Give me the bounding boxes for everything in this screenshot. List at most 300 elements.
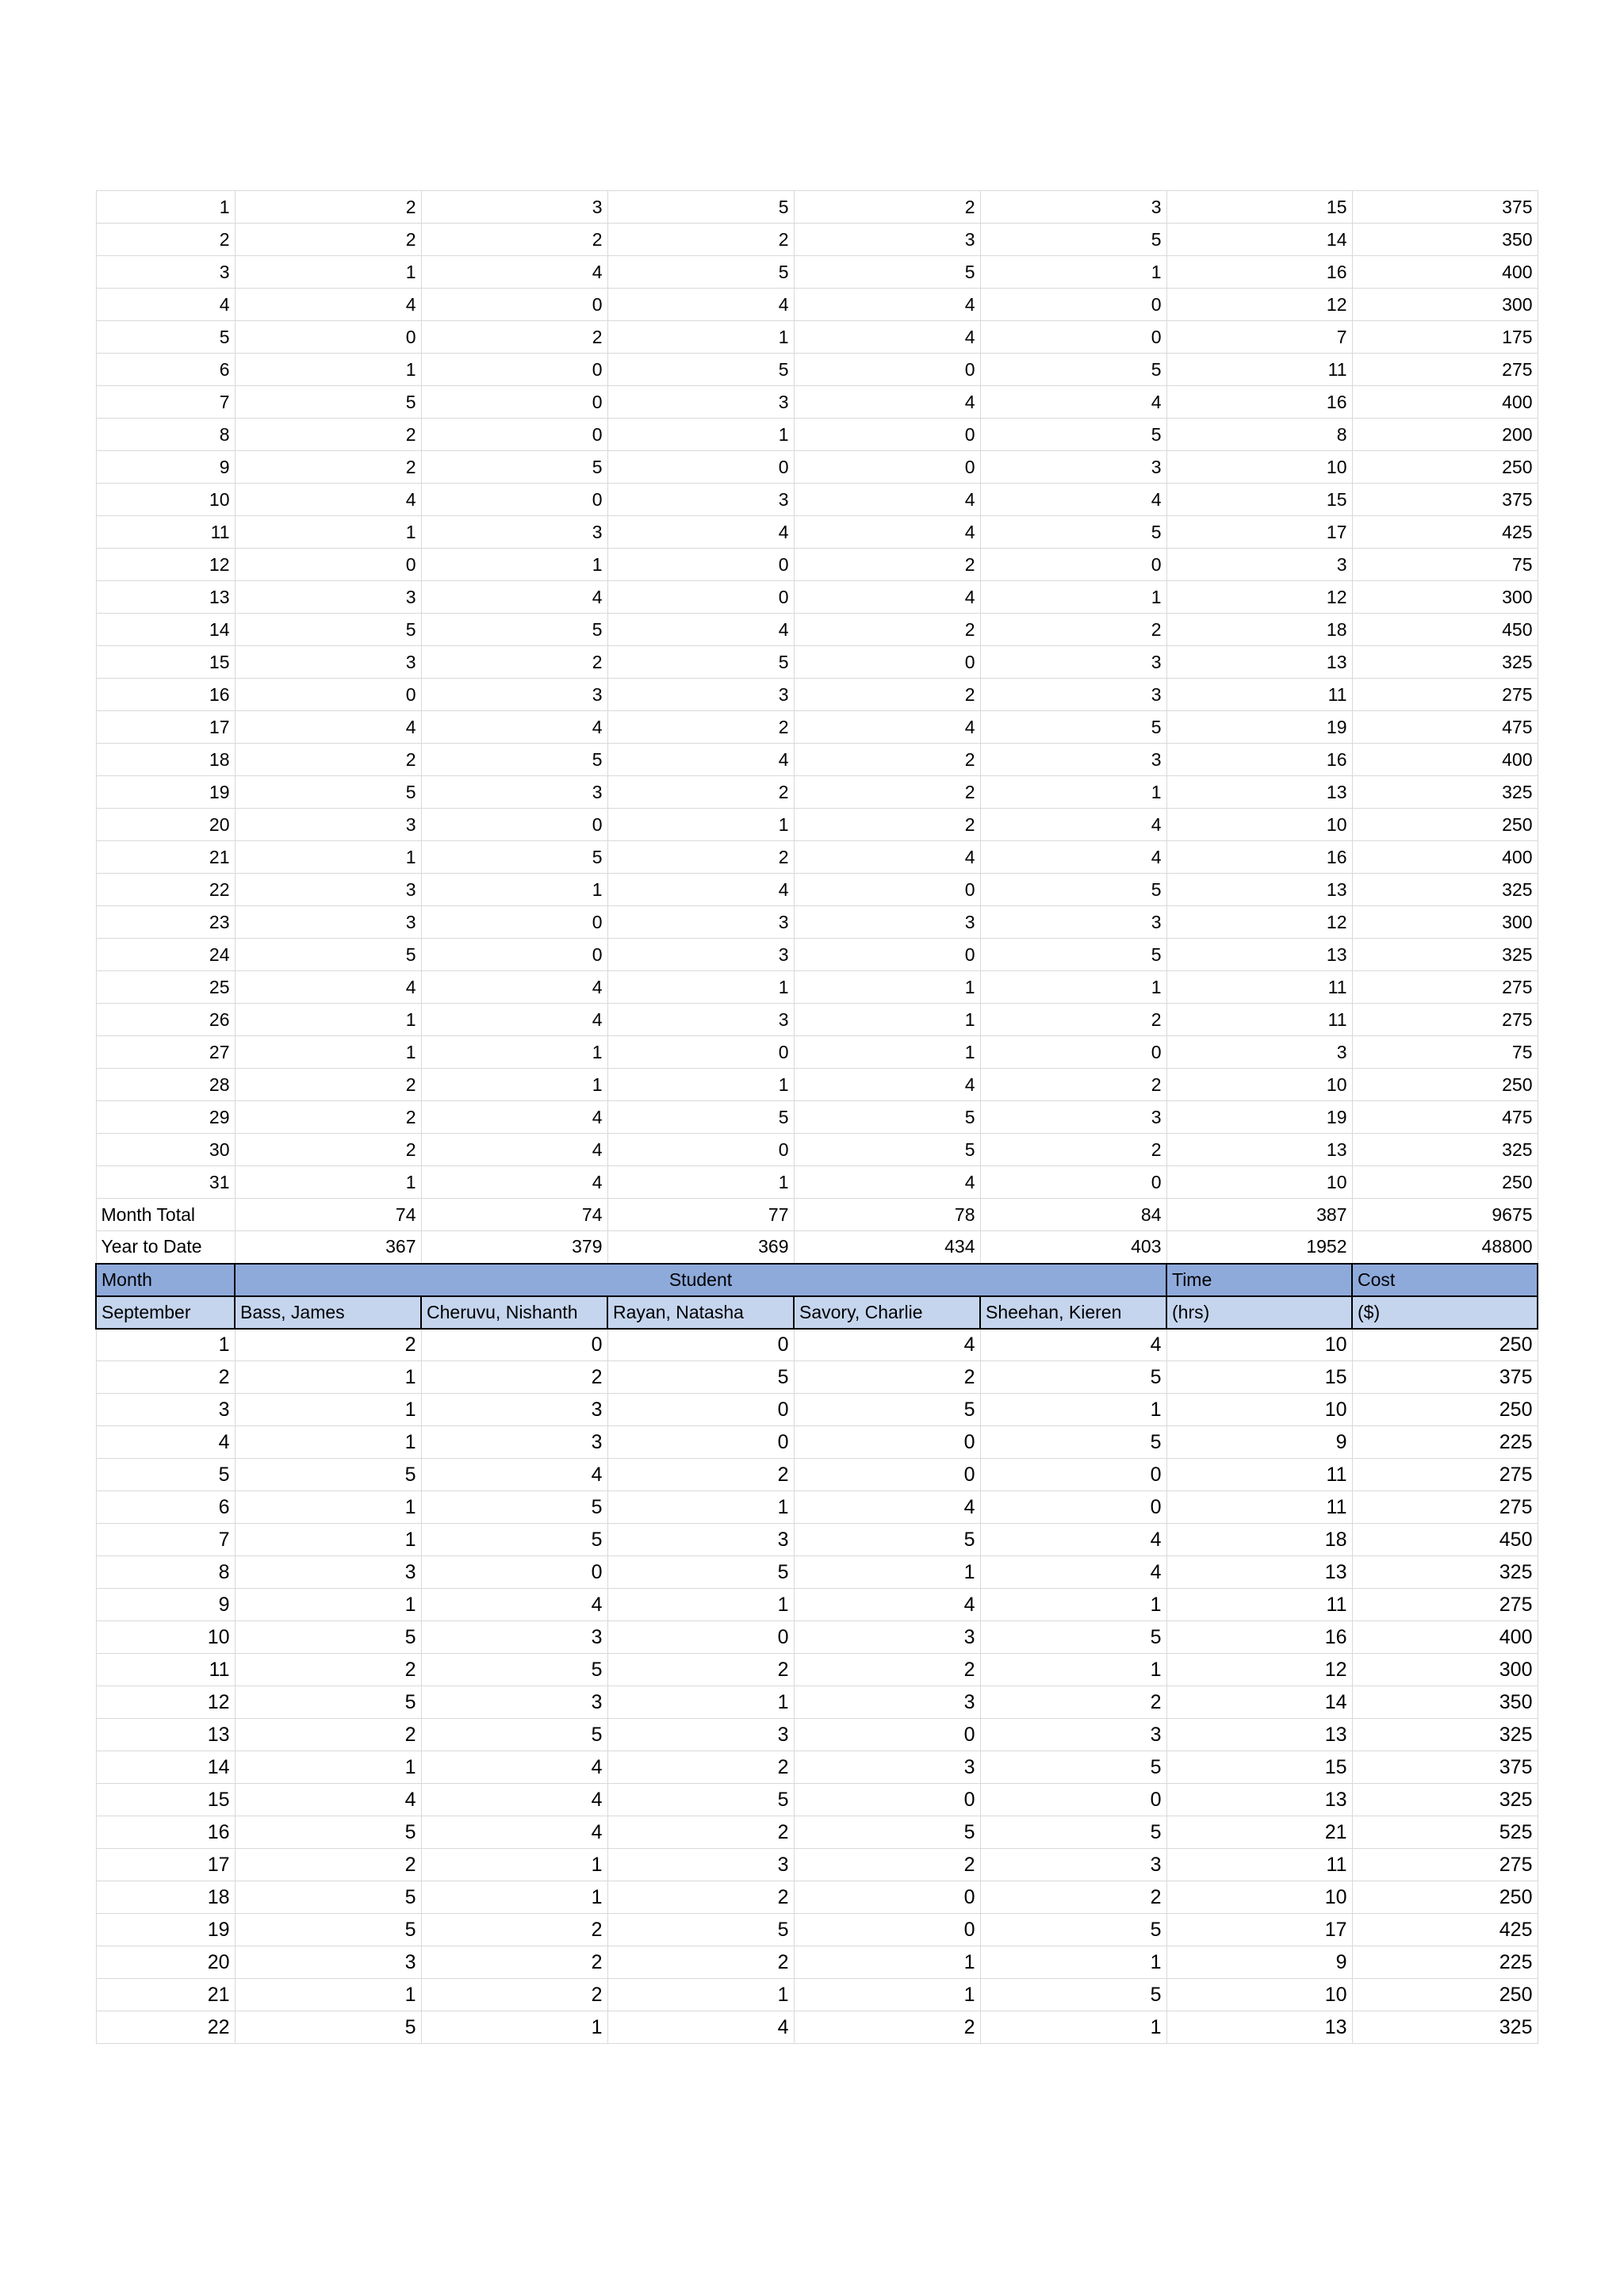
student-hours-cell: 4 (794, 516, 980, 549)
time-cell: 15 (1166, 191, 1352, 224)
cost-cell: 475 (1352, 1101, 1538, 1134)
time-cell: 11 (1166, 679, 1352, 711)
month-total-cost: 9675 (1352, 1199, 1538, 1231)
cost-cell: 425 (1352, 1914, 1538, 1946)
student-hours-cell: 0 (607, 451, 794, 484)
student-hours-cell: 1 (235, 1751, 421, 1784)
time-cell: 15 (1166, 1361, 1352, 1394)
cost-cell: 450 (1352, 614, 1538, 646)
cost-cell: 250 (1352, 1881, 1538, 1914)
student-hours-cell: 1 (794, 1946, 980, 1979)
day-cell: 8 (96, 419, 235, 451)
cost-cell: 325 (1352, 646, 1538, 679)
time-cell: 16 (1166, 1621, 1352, 1654)
day-cell: 18 (96, 744, 235, 776)
time-cell: 10 (1166, 1069, 1352, 1101)
time-cell: 11 (1166, 354, 1352, 386)
student-hours-cell: 1 (235, 1394, 421, 1426)
student-hours-cell: 0 (607, 1621, 794, 1654)
student-hours-cell: 4 (235, 484, 421, 516)
student-hours-cell: 5 (421, 451, 607, 484)
day-cell: 29 (96, 1101, 235, 1134)
student-hours-cell: 0 (980, 321, 1166, 354)
student-hours-cell: 3 (421, 776, 607, 809)
student-hours-cell: 4 (421, 1101, 607, 1134)
student-hours-cell: 0 (607, 1394, 794, 1426)
student-hours-cell: 4 (235, 971, 421, 1004)
student-hours-cell: 1 (980, 1946, 1166, 1979)
student-hours-cell: 0 (421, 354, 607, 386)
table-row (96, 614, 1538, 646)
time-cell: 10 (1166, 1394, 1352, 1426)
student-hours-cell: 2 (235, 1849, 421, 1881)
student-hours-cell: 0 (421, 484, 607, 516)
table-row (96, 939, 1538, 971)
student-hours-cell: 0 (980, 1166, 1166, 1199)
student-hours-cell: 4 (607, 874, 794, 906)
cost-unit: ($) (1352, 1296, 1538, 1329)
day-cell: 20 (96, 809, 235, 841)
student-hours-cell: 5 (235, 1881, 421, 1914)
cost-cell: 325 (1352, 1719, 1538, 1751)
student-hours-cell: 1 (235, 1491, 421, 1524)
table-row (96, 1914, 1538, 1946)
table-row (96, 711, 1538, 744)
time-cell: 16 (1166, 841, 1352, 874)
day-cell: 15 (96, 1784, 235, 1816)
cost-cell: 250 (1352, 1979, 1538, 2011)
day-cell: 7 (96, 386, 235, 419)
student-hours-cell: 0 (421, 289, 607, 321)
student-hours-cell: 4 (421, 1751, 607, 1784)
day-cell: 9 (96, 451, 235, 484)
cost-cell: 325 (1352, 874, 1538, 906)
student-hours-cell: 2 (607, 1816, 794, 1849)
student-hours-cell: 4 (421, 256, 607, 289)
cost-cell: 275 (1352, 1589, 1538, 1621)
student-hours-cell: 4 (421, 1784, 607, 1816)
student-hours-cell: 0 (607, 1134, 794, 1166)
cost-cell: 350 (1352, 1686, 1538, 1719)
time-cell: 12 (1166, 1654, 1352, 1686)
student-hours-cell: 5 (607, 1914, 794, 1946)
time-cell: 15 (1166, 484, 1352, 516)
student-hours-cell: 3 (980, 191, 1166, 224)
student-hours-cell: 5 (607, 1784, 794, 1816)
student-hours-cell: 2 (607, 841, 794, 874)
time-cell: 9 (1166, 1946, 1352, 1979)
student-hours-cell: 4 (421, 1134, 607, 1166)
student-hours-cell: 0 (794, 1426, 980, 1459)
student-hours-cell: 4 (607, 2011, 794, 2044)
table-row (96, 1166, 1538, 1199)
student-hours-cell: 5 (235, 614, 421, 646)
time-cell: 13 (1166, 1134, 1352, 1166)
cost-cell: 300 (1352, 906, 1538, 939)
table-row (96, 1069, 1538, 1101)
student-hours-cell: 3 (980, 906, 1166, 939)
day-cell: 12 (96, 1686, 235, 1719)
student-hours-cell: 2 (980, 614, 1166, 646)
time-cell: 12 (1166, 289, 1352, 321)
student-hours-cell: 2 (794, 1361, 980, 1394)
month-total-label: Month Total (96, 1199, 235, 1231)
table-row (96, 1134, 1538, 1166)
cost-cell: 175 (1352, 321, 1538, 354)
student-hours-cell: 0 (794, 1719, 980, 1751)
student-hours-cell: 3 (235, 1556, 421, 1589)
table-row (96, 841, 1538, 874)
day-cell: 11 (96, 516, 235, 549)
day-cell: 10 (96, 1621, 235, 1654)
student-hours-cell: 1 (421, 1069, 607, 1101)
table-row (96, 581, 1538, 614)
student-name: Bass, James (235, 1296, 421, 1329)
student-hours-cell: 1 (235, 1979, 421, 2011)
student-hours-cell: 2 (235, 419, 421, 451)
student-hours-cell: 5 (235, 1816, 421, 1849)
cost-cell: 275 (1352, 1491, 1538, 1524)
header-row-secondary (96, 1296, 1538, 1329)
cost-cell: 75 (1352, 549, 1538, 581)
monthly-summary (96, 1199, 1538, 1264)
student-hours-cell: 2 (794, 1849, 980, 1881)
student-hours-cell: 5 (607, 646, 794, 679)
student-hours-cell: 1 (607, 419, 794, 451)
cost-cell: 275 (1352, 354, 1538, 386)
time-cell: 3 (1166, 1036, 1352, 1069)
student-hours-cell: 1 (980, 256, 1166, 289)
day-cell: 2 (96, 224, 235, 256)
year-to-date-time: 1952 (1166, 1231, 1352, 1264)
student-hours-cell: 4 (235, 1784, 421, 1816)
student-hours-cell: 4 (235, 711, 421, 744)
student-hours-cell: 4 (421, 1004, 607, 1036)
student-hours-cell: 2 (235, 451, 421, 484)
student-hours-cell: 5 (794, 1816, 980, 1849)
student-hours-cell: 4 (607, 289, 794, 321)
student-hours-cell: 5 (421, 1491, 607, 1524)
day-cell: 27 (96, 1036, 235, 1069)
student-hours-cell: 3 (235, 646, 421, 679)
student-hours-cell: 5 (235, 1459, 421, 1491)
day-cell: 13 (96, 581, 235, 614)
year-to-date-cell: 367 (235, 1231, 421, 1264)
day-cell: 1 (96, 1329, 235, 1361)
cost-cell: 300 (1352, 289, 1538, 321)
table-row (96, 1101, 1538, 1134)
day-cell: 4 (96, 289, 235, 321)
student-hours-cell: 3 (235, 874, 421, 906)
day-cell: 17 (96, 1849, 235, 1881)
day-cell: 7 (96, 1524, 235, 1556)
table-row (96, 549, 1538, 581)
student-hours-cell: 4 (607, 744, 794, 776)
cost-cell: 400 (1352, 744, 1538, 776)
student-hours-cell: 1 (421, 549, 607, 581)
student-hours-cell: 0 (980, 549, 1166, 581)
time-cell: 10 (1166, 451, 1352, 484)
table-row (96, 419, 1538, 451)
student-hours-cell: 4 (794, 386, 980, 419)
year-to-date-cell: 434 (794, 1231, 980, 1264)
cost-cell: 375 (1352, 191, 1538, 224)
table-row (96, 386, 1538, 419)
month-total-time: 387 (1166, 1199, 1352, 1231)
student-hours-cell: 0 (421, 906, 607, 939)
student-hours-cell: 3 (980, 1849, 1166, 1881)
month-total-cell: 74 (421, 1199, 607, 1231)
student-hours-cell: 3 (235, 809, 421, 841)
time-cell: 10 (1166, 1979, 1352, 2011)
day-cell: 4 (96, 1426, 235, 1459)
table-row (96, 646, 1538, 679)
student-hours-cell: 3 (980, 646, 1166, 679)
cost-cell: 200 (1352, 419, 1538, 451)
cost-cell: 250 (1352, 1394, 1538, 1426)
student-hours-cell: 1 (980, 971, 1166, 1004)
table-row (96, 256, 1538, 289)
time-cell: 10 (1166, 1881, 1352, 1914)
table-row (96, 484, 1538, 516)
student-hours-cell: 2 (235, 1329, 421, 1361)
student-hours-cell: 5 (980, 516, 1166, 549)
day-cell: 25 (96, 971, 235, 1004)
table-row (96, 1556, 1538, 1589)
student-hours-cell: 2 (235, 1654, 421, 1686)
student-hours-cell: 0 (794, 419, 980, 451)
student-hours-cell: 4 (421, 1166, 607, 1199)
student-hours-cell: 2 (235, 744, 421, 776)
student-hours-cell: 3 (235, 1946, 421, 1979)
day-cell: 14 (96, 614, 235, 646)
student-hours-cell: 1 (421, 2011, 607, 2044)
student-hours-cell: 5 (980, 1816, 1166, 1849)
student-hours-cell: 2 (980, 1069, 1166, 1101)
student-hours-cell: 2 (794, 1654, 980, 1686)
table-row (96, 1524, 1538, 1556)
student-hours-cell: 5 (794, 1524, 980, 1556)
student-hours-cell: 4 (794, 1589, 980, 1621)
time-cell: 21 (1166, 1816, 1352, 1849)
student-hours-cell: 4 (794, 484, 980, 516)
time-cell: 19 (1166, 1101, 1352, 1134)
table-row (96, 1816, 1538, 1849)
table-row (96, 1686, 1538, 1719)
student-hours-cell: 3 (421, 516, 607, 549)
day-cell: 16 (96, 1816, 235, 1849)
student-hours-cell: 0 (607, 1426, 794, 1459)
student-hours-cell: 3 (980, 679, 1166, 711)
student-hours-cell: 2 (794, 614, 980, 646)
time-cell: 10 (1166, 809, 1352, 841)
student-hours-cell: 1 (607, 321, 794, 354)
header-row-primary (96, 1264, 1538, 1296)
student-hours-cell: 4 (607, 614, 794, 646)
student-hours-cell: 0 (235, 679, 421, 711)
table-row (96, 1361, 1538, 1394)
table-row (96, 224, 1538, 256)
student-hours-cell: 2 (607, 1946, 794, 1979)
month-total-row (96, 1199, 1538, 1231)
student-hours-cell: 3 (421, 679, 607, 711)
student-hours-cell: 0 (607, 581, 794, 614)
day-cell: 30 (96, 1134, 235, 1166)
student-hours-cell: 3 (421, 191, 607, 224)
student-hours-cell: 2 (607, 1881, 794, 1914)
student-hours-cell: 0 (794, 874, 980, 906)
time-cell: 14 (1166, 1686, 1352, 1719)
student-hours-cell: 5 (235, 386, 421, 419)
student-hours-cell: 4 (421, 971, 607, 1004)
cost-cell: 325 (1352, 1784, 1538, 1816)
table-row (96, 1426, 1538, 1459)
student-hours-cell: 0 (794, 1784, 980, 1816)
student-hours-cell: 1 (607, 809, 794, 841)
time-cell: 11 (1166, 1589, 1352, 1621)
student-hours-cell: 2 (421, 1979, 607, 2011)
day-cell: 9 (96, 1589, 235, 1621)
table-row (96, 321, 1538, 354)
time-cell: 11 (1166, 1459, 1352, 1491)
cost-cell: 375 (1352, 1751, 1538, 1784)
student-hours-cell: 2 (235, 191, 421, 224)
student-hours-cell: 4 (980, 386, 1166, 419)
time-cell: 16 (1166, 744, 1352, 776)
cost-cell: 350 (1352, 224, 1538, 256)
year-to-date-row (96, 1231, 1538, 1264)
student-hours-cell: 5 (980, 1361, 1166, 1394)
student-hours-cell: 3 (607, 939, 794, 971)
day-cell: 11 (96, 1654, 235, 1686)
student-hours-cell: 1 (980, 1654, 1166, 1686)
cost-cell: 400 (1352, 841, 1538, 874)
student-hours-cell: 4 (235, 289, 421, 321)
student-hours-cell: 2 (421, 321, 607, 354)
table-row (96, 744, 1538, 776)
student-hours-cell: 4 (421, 711, 607, 744)
student-hours-cell: 0 (794, 1881, 980, 1914)
table-row (96, 1621, 1538, 1654)
student-hours-cell: 5 (235, 2011, 421, 2044)
time-cell: 11 (1166, 971, 1352, 1004)
time-cell: 18 (1166, 1524, 1352, 1556)
time-header: Time (1166, 1264, 1352, 1296)
student-hours-cell: 5 (421, 614, 607, 646)
day-cell: 3 (96, 1394, 235, 1426)
student-hours-cell: 0 (421, 386, 607, 419)
table-row (96, 1589, 1538, 1621)
time-cell: 3 (1166, 549, 1352, 581)
cost-cell: 250 (1352, 1069, 1538, 1101)
time-cell: 13 (1166, 939, 1352, 971)
day-cell: 3 (96, 256, 235, 289)
student-hours-cell: 5 (980, 1426, 1166, 1459)
student-hours-cell: 5 (235, 939, 421, 971)
time-cell: 16 (1166, 256, 1352, 289)
student-hours-cell: 1 (794, 1979, 980, 2011)
cost-cell: 375 (1352, 484, 1538, 516)
student-hours-cell: 0 (607, 549, 794, 581)
month-total-cell: 78 (794, 1199, 980, 1231)
day-cell: 1 (96, 191, 235, 224)
day-cell: 2 (96, 1361, 235, 1394)
table-row (96, 971, 1538, 1004)
cost-cell: 275 (1352, 971, 1538, 1004)
student-hours-cell: 0 (421, 809, 607, 841)
student-hours-cell: 4 (794, 1491, 980, 1524)
student-hours-cell: 2 (235, 224, 421, 256)
cost-cell: 300 (1352, 581, 1538, 614)
student-hours-cell: 5 (980, 224, 1166, 256)
student-hours-cell: 1 (235, 1361, 421, 1394)
student-hours-cell: 0 (794, 646, 980, 679)
time-cell: 13 (1166, 2011, 1352, 2044)
student-hours-cell: 2 (980, 1134, 1166, 1166)
student-hours-cell: 5 (607, 1361, 794, 1394)
student-hours-cell: 2 (421, 224, 607, 256)
table-row (96, 191, 1538, 224)
student-hours-cell: 2 (235, 1719, 421, 1751)
time-cell: 13 (1166, 776, 1352, 809)
day-cell: 13 (96, 1719, 235, 1751)
time-cell: 11 (1166, 1849, 1352, 1881)
time-cell: 16 (1166, 386, 1352, 419)
student-hours-cell: 3 (607, 1849, 794, 1881)
student-hours-cell: 1 (235, 1004, 421, 1036)
student-hours-cell: 0 (980, 289, 1166, 321)
table-row (96, 289, 1538, 321)
student-name: Sheehan, Kieren (980, 1296, 1166, 1329)
time-cell: 11 (1166, 1004, 1352, 1036)
cost-cell: 250 (1352, 1166, 1538, 1199)
cost-cell: 375 (1352, 1361, 1538, 1394)
student-hours-cell: 0 (421, 1556, 607, 1589)
student-hours-cell: 1 (421, 1881, 607, 1914)
table-row (96, 874, 1538, 906)
day-cell: 17 (96, 711, 235, 744)
day-cell: 10 (96, 484, 235, 516)
time-cell: 13 (1166, 874, 1352, 906)
day-cell: 21 (96, 841, 235, 874)
cost-cell: 400 (1352, 386, 1538, 419)
student-hours-cell: 3 (607, 906, 794, 939)
student-hours-cell: 2 (235, 1134, 421, 1166)
student-hours-cell: 1 (607, 1589, 794, 1621)
student-hours-cell: 1 (235, 516, 421, 549)
day-cell: 19 (96, 1914, 235, 1946)
student-name: Cheruvu, Nishanth (421, 1296, 607, 1329)
table-row (96, 354, 1538, 386)
cost-cell: 300 (1352, 1654, 1538, 1686)
student-hours-cell: 5 (794, 1134, 980, 1166)
student-hours-cell: 2 (794, 2011, 980, 2044)
student-hours-cell: 2 (607, 776, 794, 809)
student-hours-cell: 0 (794, 939, 980, 971)
student-hours-cell: 1 (794, 1556, 980, 1589)
time-unit: (hrs) (1166, 1296, 1352, 1329)
cost-cell: 425 (1352, 516, 1538, 549)
student-hours-cell: 3 (607, 1004, 794, 1036)
student-hours-cell: 5 (980, 1751, 1166, 1784)
student-hours-cell: 4 (421, 1589, 607, 1621)
cost-cell: 275 (1352, 1004, 1538, 1036)
student-hours-cell: 5 (607, 191, 794, 224)
table-row (96, 1459, 1538, 1491)
student-hours-cell: 5 (794, 256, 980, 289)
cost-cell: 525 (1352, 1816, 1538, 1849)
cost-cell: 275 (1352, 1849, 1538, 1881)
